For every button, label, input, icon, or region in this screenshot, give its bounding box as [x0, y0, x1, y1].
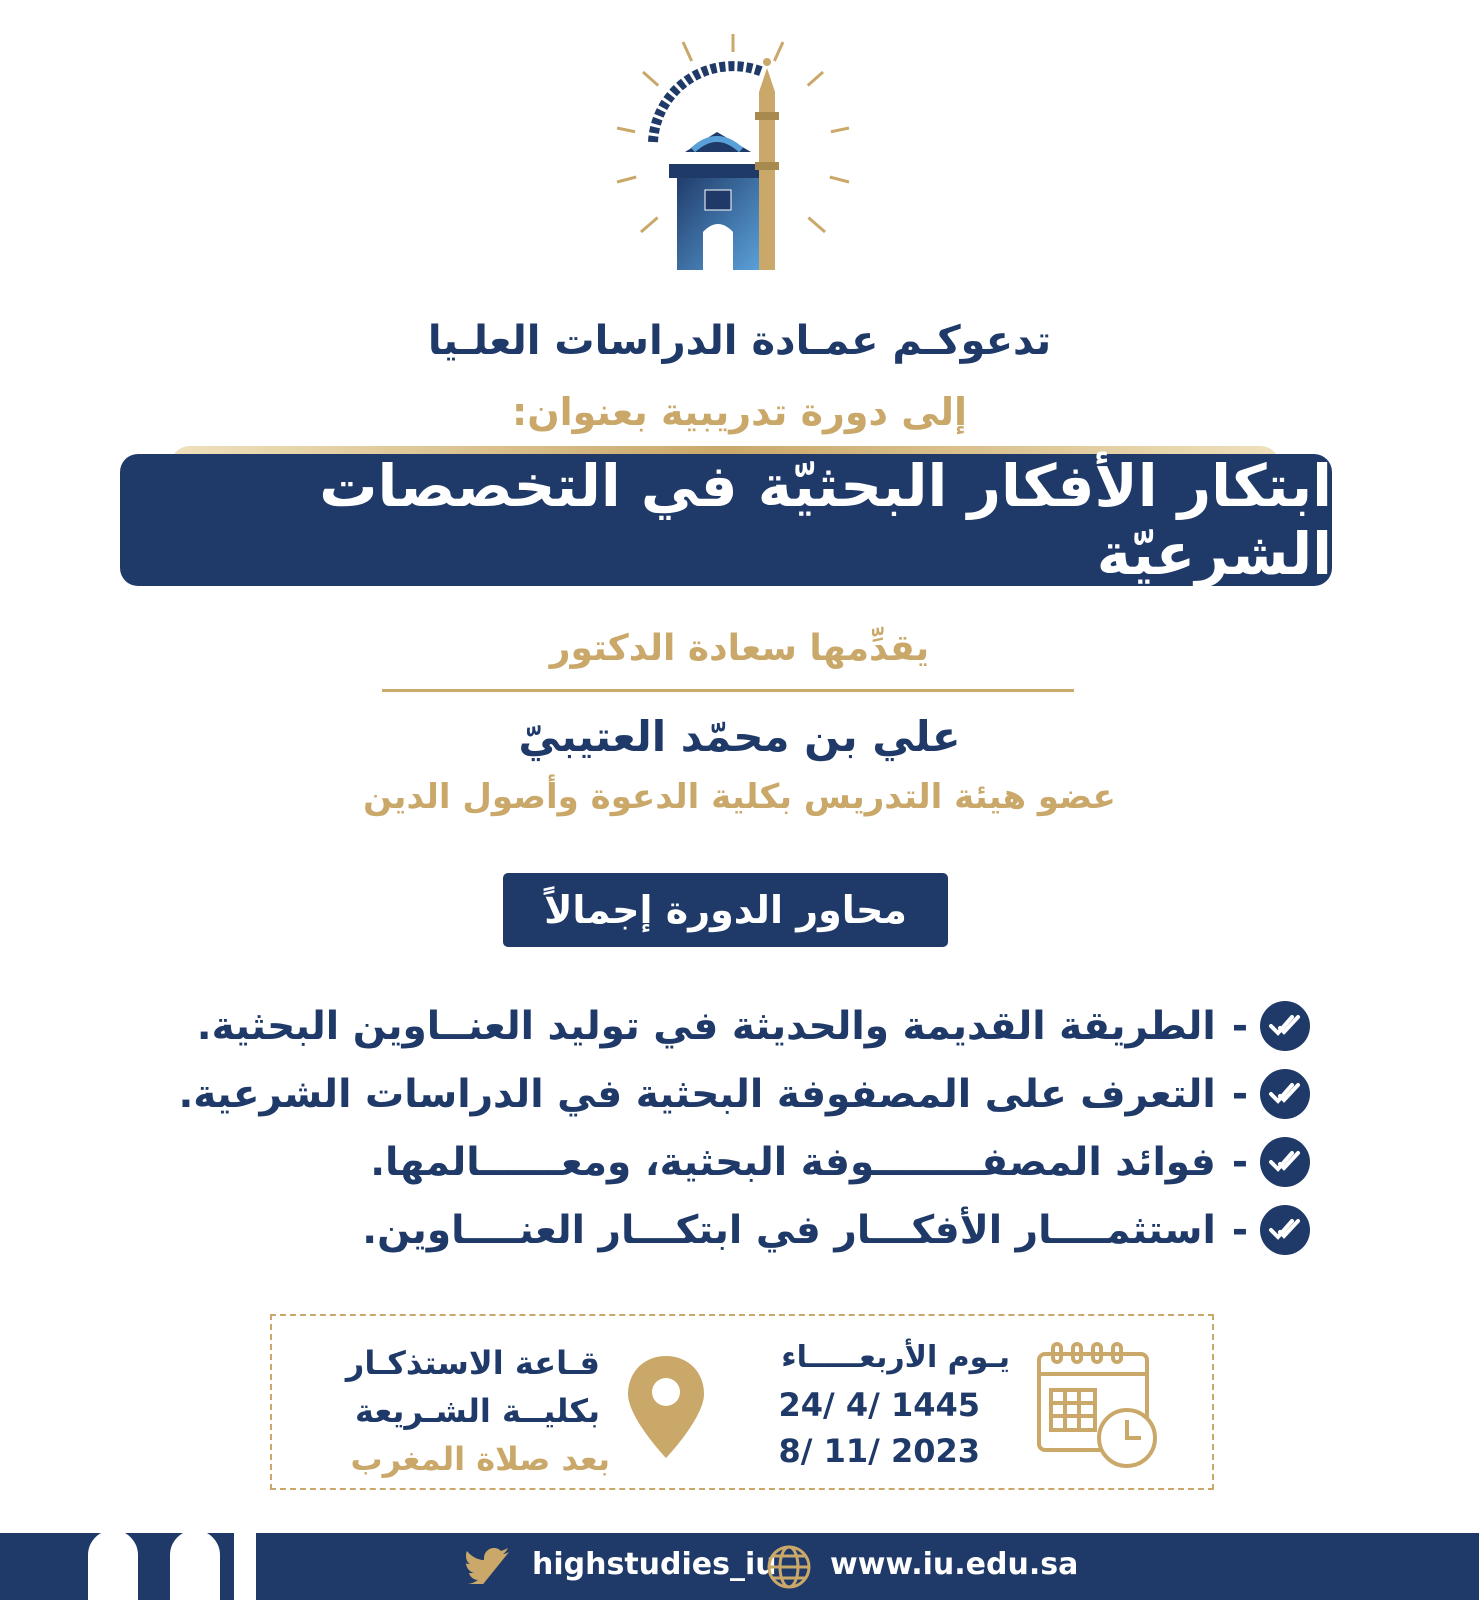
topic-dash: -: [1231, 1207, 1248, 1253]
topic-dash: -: [1231, 1071, 1248, 1117]
check-icon: [1260, 1069, 1310, 1119]
footer-decoration: [234, 1530, 256, 1600]
topic-text: استثمــــار الأفكـــار في ابتكـــار العنــــاوين.: [362, 1207, 1216, 1253]
twitter-icon[interactable]: [466, 1548, 510, 1584]
invitation-subline: إلى دورة تدريبية بعنوان:: [512, 390, 967, 434]
topic-text: التعرف على المصفوفة البحثية في الدراسات الشرعية.: [178, 1071, 1216, 1117]
presenter-name: علي بن محمّد العتيبيّ: [518, 712, 961, 761]
footer-decoration: [88, 1530, 138, 1600]
event-day: يـوم الأربعـــــاء: [781, 1340, 1010, 1375]
topics-heading: [503, 873, 948, 947]
event-date-hijri: 24/ 4/ 1445: [778, 1386, 980, 1424]
map-pin-icon: [624, 1352, 708, 1462]
check-icon: [1260, 1205, 1310, 1255]
event-date-gregorian: 8/ 11/ 2023: [778, 1432, 980, 1470]
footer-twitter-handle[interactable]: highstudies_iu: [532, 1547, 777, 1582]
topics-heading-text: محاور الدورة إجمالاً: [544, 888, 907, 932]
check-icon: [1260, 1001, 1310, 1051]
event-location-hall: قـاعة الاستذكـار: [345, 1344, 600, 1382]
presenter-divider: [382, 689, 1074, 692]
course-title-banner: [120, 454, 1332, 586]
topic-text: الطريقة القديمة والحديثة في توليد العنــاوين البحثية.: [196, 1003, 1216, 1049]
topic-item: [140, 1128, 1310, 1196]
topic-item: [140, 1196, 1310, 1264]
topic-item: [140, 992, 1310, 1060]
calendar-clock-icon: [1035, 1340, 1163, 1470]
footer-website-link[interactable]: www.iu.edu.sa: [830, 1547, 1079, 1582]
presenter-role: عضو هيئة التدريس بكلية الدعوة وأصول الدين: [363, 777, 1116, 817]
university-logo-icon: [613, 32, 853, 272]
topic-dash: -: [1231, 1003, 1248, 1049]
event-time: بعد صلاة المغرب: [350, 1440, 610, 1478]
topics-list: [140, 992, 1310, 1264]
footer-decoration: [170, 1530, 220, 1600]
globe-icon[interactable]: [766, 1544, 812, 1590]
topic-dash: -: [1231, 1139, 1248, 1185]
topic-item: [140, 1060, 1310, 1128]
invitation-line: تدعوكـم عمـادة الدراسات العلـيا: [427, 318, 1052, 364]
topic-text: فوائد المصفــــــــوفة البحثية، ومعــــــالمها.: [370, 1139, 1216, 1185]
course-title: ابتكار الأفكار البحثيّة في التخصصات الشرعيّة: [319, 452, 1332, 588]
event-location-college: بكليــة الشـريعة: [354, 1392, 600, 1430]
presenter-label: يقدِّمها سعادة الدكتور: [549, 628, 930, 669]
check-icon: [1260, 1137, 1310, 1187]
